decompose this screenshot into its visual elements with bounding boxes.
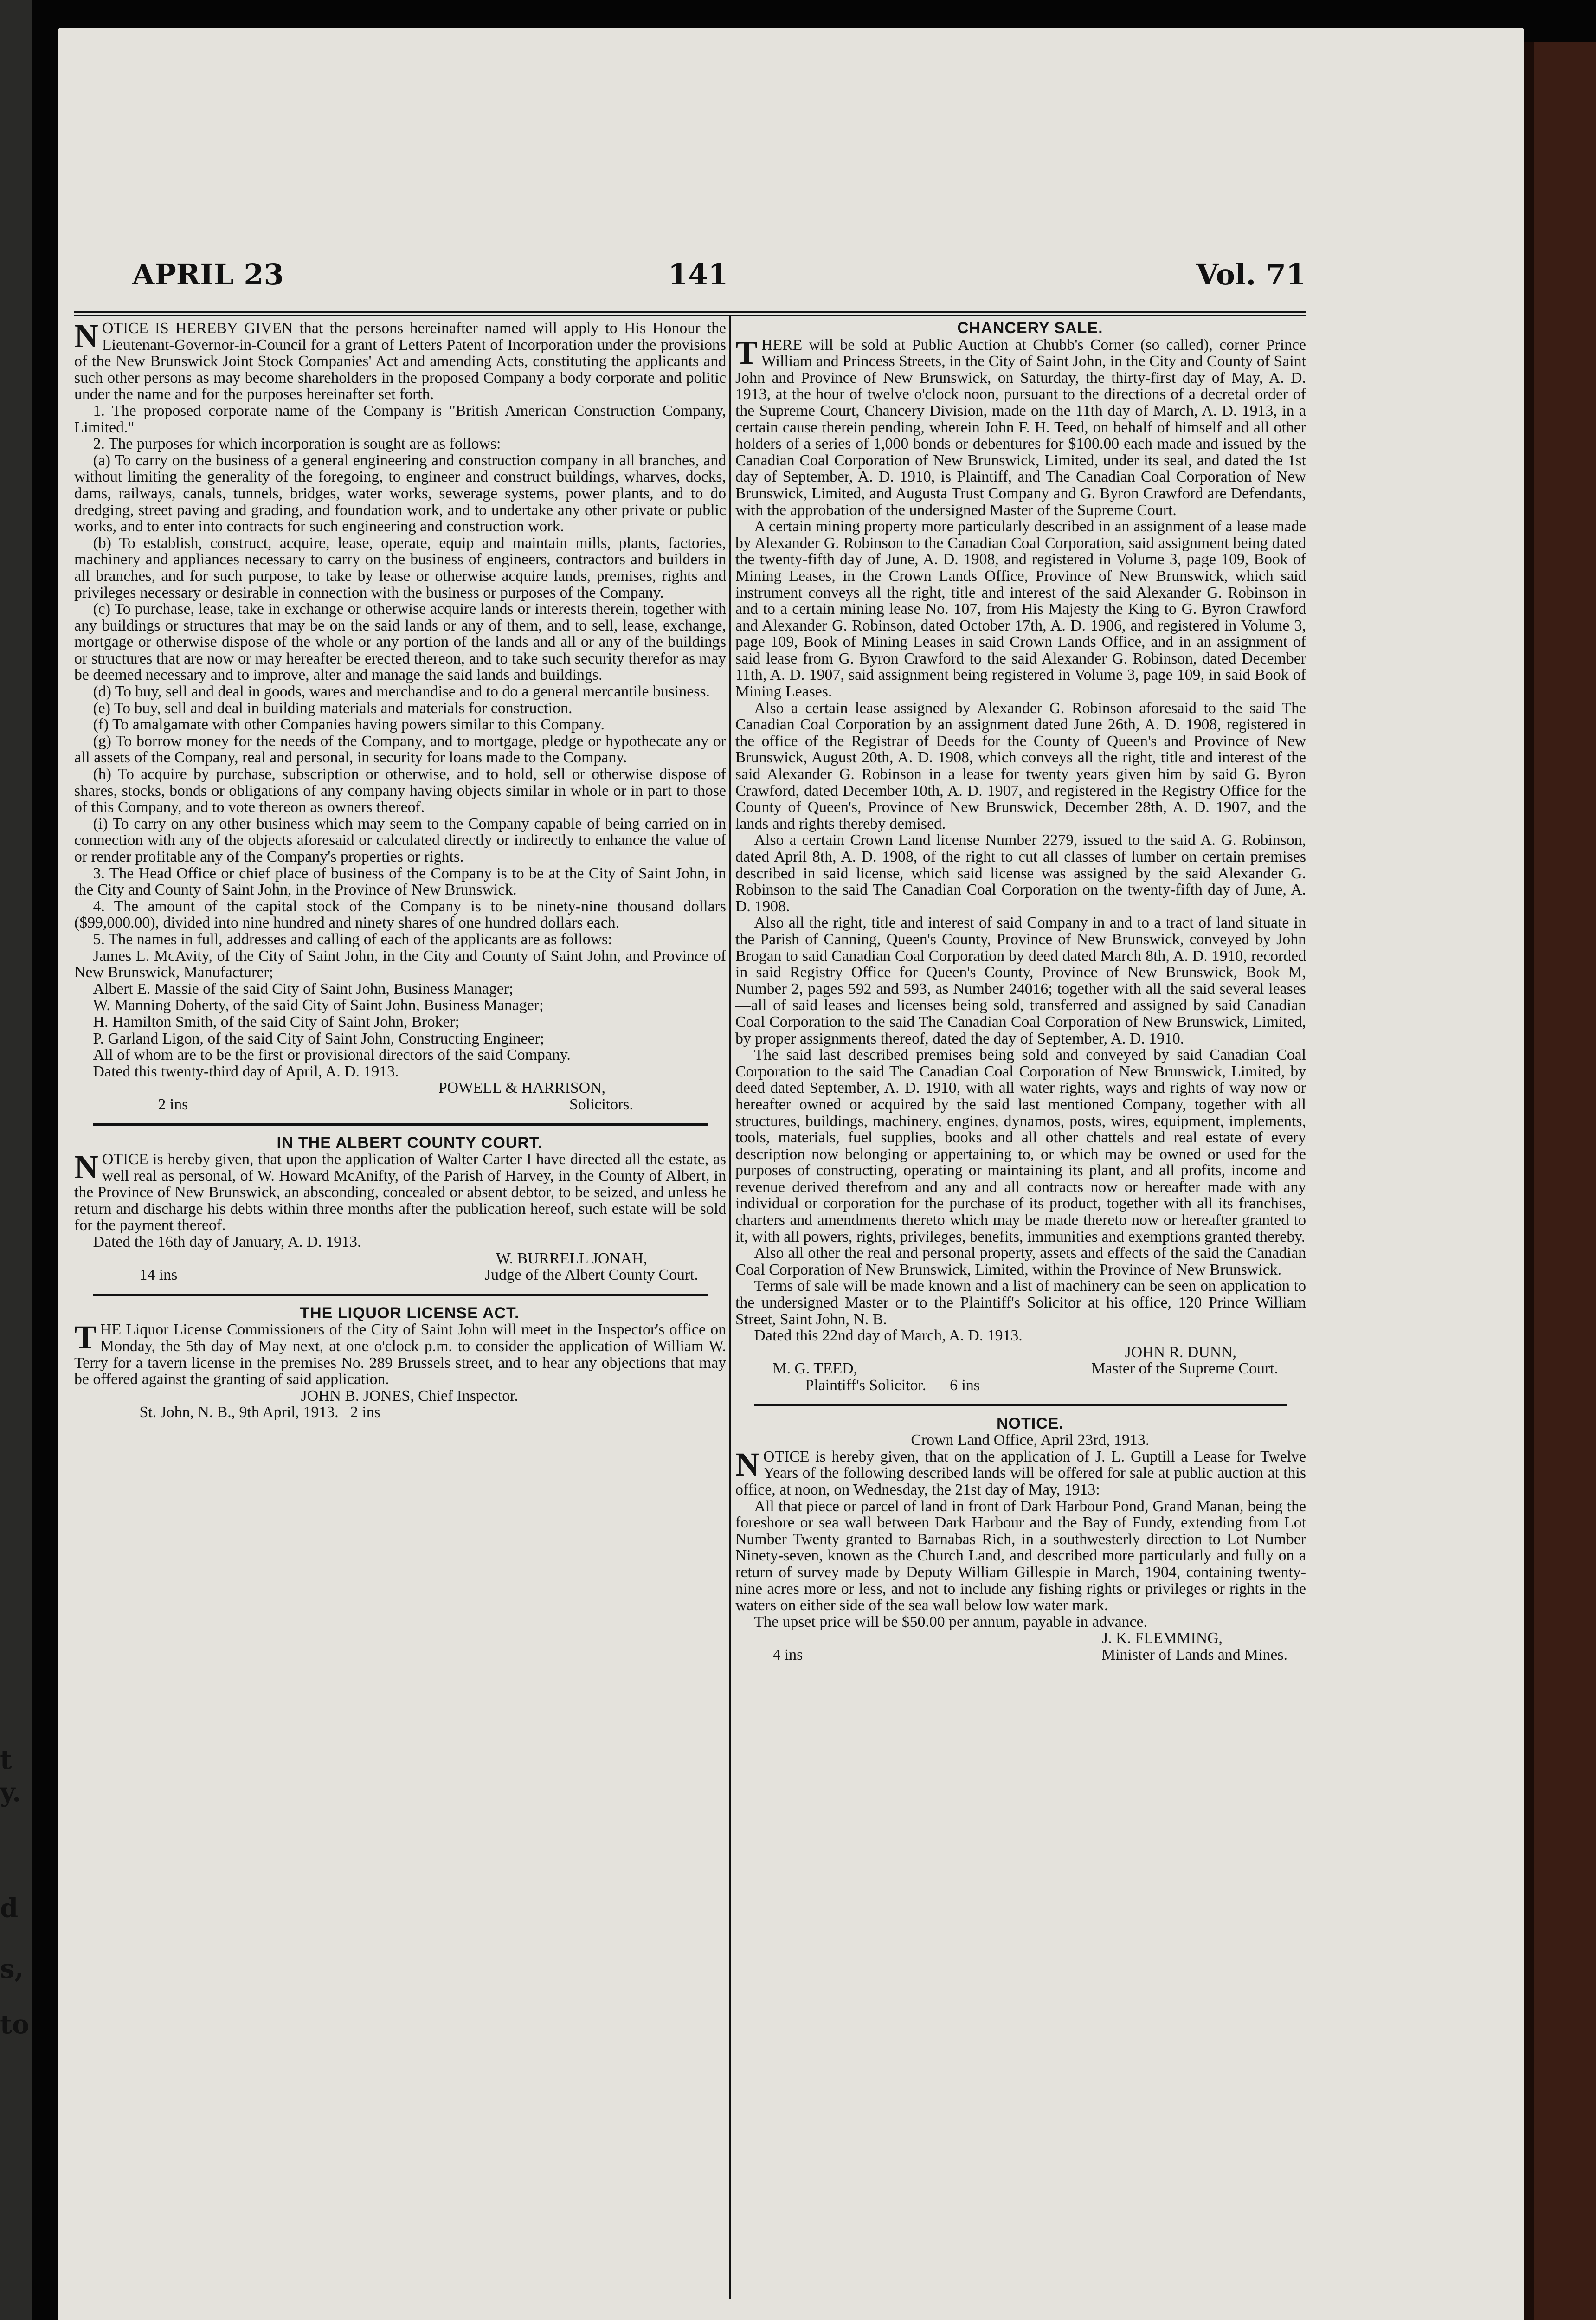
- signature: W. BURRELL JONAH,: [496, 1250, 647, 1267]
- notice-paragraph: Terms of sale will be made known and a list of machinery can be seen on application to the undersigned Master or to the Plaintiff's Solicitor at his office, 120 Prince William Street, Saint John, N. B.: [735, 1277, 1306, 1328]
- edge-fragment: t: [0, 1745, 12, 1775]
- volume-number: Vol. 71: [1196, 258, 1306, 291]
- notice-lead: OTICE IS HEREBY GIVEN that the persons hereinafter named will apply to His Honour the Lieutenant-Governor-in-Council for a grant of Letters Patent of Incorporation under the provisions of the New Brunswick Joint Stock Companies' Act and amending Acts, constituting the applicants and such other persons as may become shareholders in the proposed Company a body corporate and politic under the name and for the purposes hereinafter set forth.: [74, 320, 726, 403]
- notice-paragraph: Dated this 22nd day of March, A. D. 1913.: [754, 1327, 1023, 1345]
- left-column: [74, 317, 726, 1421]
- signature: J. K. FLEMMING,: [1101, 1630, 1223, 1647]
- notice-body: OTICE is hereby given, that upon the application of Walter Carter I have directed all the estate, as well real as personal, of W. Howard McAnifty, of the Parish of Harvey, in the County of Albert, in the Province of New Brunswick, an absconding, concealed or absent debtor, to be seized, and unless he return and discharge his debts within three months after the publication hereof, such estate will be sold for the payment thereof.: [74, 1151, 726, 1234]
- notice-paragraph: Also a certain lease assigned by Alexander G. Robinson aforesaid to the said The Canadian Coal Corporation by an assignment dated June 26th, A. D. 1908, registered in the office of the Registrar of Deeds for the County of Queen's and Province of New Brunswick, August 20th, A. D. 1908, which conveys all the right, title and interest of the said Alexander G. Robinson in a lease for twenty years given him by said G. Byron Crawford, dated December 10th, A. D. 1907, and registered in the Registry Office for the County of Queen's, Province of New Brunswick, December 28th, A. D. 1907, and the lands and rights thereby demised.: [735, 699, 1306, 832]
- place-date: St. John, N. B., 9th April, 1913.: [139, 1404, 339, 1421]
- notice-paragraph: 3. The Head Office or chief place of business of the Company is to be at the City of Saint John, in the City and County of Saint John, in the Province of New Brunswick.: [74, 864, 726, 899]
- drop-cap: N: [74, 317, 98, 354]
- notice-paragraph: (d) To buy, sell and deal in goods, wares and merchandise and to do a general mercantile business.: [93, 683, 710, 701]
- notice-lead: HERE will be sold at Public Auction at Chubb's Corner (so called), corner Prince William and Princess Streets, in the City of Saint John, in the City and County of Saint John and Province of New Brunswick, on Saturday, the thirty-first day of May, A. D. 1913, at the hour of twelve o'clock noon, pursuant to the directions of a decretal order of the Supreme Court, Chancery Division, made on the 11th day of March, A. D. 1913, in a certain cause therein pending, wherein John F. H. Teed, on behalf of himself and all other holders of a series of 1,000 bonds or debentures for $100.00 each made and issued by the Canadian Coal Corporation of New Brunswick, Limited, under its seal, and dated the 1st day of September, A. D. 1910, is Plaintiff, and The Canadian Coal Corporation of New Brunswick, Limited, and Augusta Trust Company and G. Byron Crawford are Defendants, with the approbation of the undersigned Master of the Supreme Court.: [735, 336, 1306, 519]
- header-date: APRIL 23: [132, 258, 284, 291]
- drop-cap: T: [74, 1319, 97, 1356]
- column-divider: [729, 316, 731, 2299]
- signature: JOHN B. JONES, Chief Inspector.: [301, 1387, 518, 1405]
- notice-paragraph: Also all the right, title and interest of said Company in and to a tract of land situate in the Parish of Canning, Queen's County, Province of New Brunswick, conveyed by John Brogan to said Canadian Coal Corporation by deed dated March 8th, A. D. 1910, recorded in said Registry Office for Queen's County, Province of New Brunswick, Book M, Number 2, pages 592 and 593, as Number 24016; together with all the said several leases—all of said leases and licenses being sold, transferred and assigned by said Canadian Coal Corporation to the said The Canadian Coal Corporation of New Brunswick, Limited, by proper assignments thereof, dated the day of September, A. D. 1910.: [735, 914, 1306, 1047]
- notice-paragraph: All that piece or parcel of land in front of Dark Harbour Pond, Grand Manan, being the foreshore or sea wall between Dark Harbour and the Bay of Fundy, extending from Lot Number Twenty granted to Barnabas Rich, in a southwesterly direction to Lot Number Ninety-seven, known as the Church Land, and described more particularly and fully on a return of survey made by Deputy William Gillespie in March, 1904, containing twenty-nine acres more or less, and not to include any fishing rights or privileges or rights in the waters on either side of the sea wall below low water mark.: [735, 1497, 1306, 1614]
- notice-paragraph: P. Garland Ligon, of the said City of Saint John, Constructing Engineer;: [93, 1030, 545, 1047]
- signature-role: Solicitors.: [569, 1096, 633, 1113]
- notice-paragraph: H. Hamilton Smith, of the said City of Saint John, Broker;: [93, 1013, 460, 1031]
- notice-paragraph: (b) To establish, construct, acquire, lease, operate, equip and maintain mills, plants, factories, machinery and appliances necessary to carry on the business of engineers, contractors and builders in all branches, and for such purpose, to take by lease or otherwise acquire lands, premises, rights and privileges necessary or desirable in connection with the business or purposes of the Company.: [74, 534, 726, 601]
- notice-paragraph: (i) To carry on any other business which may seem to the Company capable of being carried on in connection with any of the objects aforesaid or calculated directly or indirectly to enhance the value of or render profitable any of the Company's properties or rights.: [74, 815, 726, 865]
- notice-paragraph: (a) To carry on the business of a general engineering and construction company in all branches, and without limiting the generality of the foregoing, to engineer and construct buildings, wharves, docks, dams, railways, canals, tunnels, bridges, water works, sewerage systems, power plants, and to do dredging, street paving and grading, and foundation work, and to undertake any other private or public works, and to enter into contracts for such engineering and construction work.: [74, 451, 726, 535]
- notice-body: HE Liquor License Commissioners of the City of Saint John will meet in the Inspector's office on Monday, the 5th day of May next, at one o'clock p.m. to consider the application of William W. Terry for a tavern license in the premises No. 289 Brussels street, and to hear any objections that may be offered against the granting of said application.: [74, 1321, 726, 1388]
- notice-separator: [93, 1294, 708, 1296]
- liquor-license-notice: [74, 1305, 726, 1421]
- drop-cap: N: [74, 1148, 98, 1186]
- insertion-count: 14 ins: [139, 1266, 178, 1284]
- notice-heading: IN THE ALBERT COUNTY COURT.: [277, 1134, 543, 1152]
- binding-shadow: [1524, 42, 1534, 2320]
- albert-county-notice: [74, 1135, 726, 1283]
- insertion-count: 2 ins: [350, 1404, 380, 1421]
- edge-fragment: d: [0, 1893, 19, 1924]
- notice-paragraph: A certain mining property more particularly described in an assignment of a lease made by Alexander G. Robinson to the Canadian Coal Corporation, said assignment being dated the twenty-fifth day of June, A. D. 1908, and registered in Volume 3, page 109, Book of Mining Leases, in the Crown Lands Office, Province of New Brunswick, which said instrument conveys all the right, title and interest of the said Alexander G. Robinson in and to a certain mining lease No. 107, from His Majesty the King to G. Byron Crawford and Alexander G. Robinson, dated October 17th, A. D. 1906, and registered in Volume 3, page 109, Book of Mining Leases in said Crown Lands Office, and in an assignment of said lease from G. Byron Crawford to the said Alexander G. Robinson, dated December 11th, A. D. 1907, said assignment being registered in Volume 3, page 109, in said Book of Mining Leases.: [735, 518, 1306, 701]
- incorporation-notice: [74, 317, 726, 1113]
- drop-cap: T: [735, 334, 758, 371]
- page-header: [72, 258, 1306, 299]
- notice-paragraph: The upset price will be $50.00 per annum, payable in advance.: [754, 1613, 1147, 1630]
- signature-role: Minister of Lands and Mines.: [1101, 1646, 1287, 1663]
- edge-fragment: y.: [0, 1777, 21, 1808]
- signature: POWELL & HARRISON,: [438, 1079, 605, 1097]
- insertion-count: 6 ins: [950, 1377, 980, 1394]
- notice-paragraph: Also all other the real and personal property, assets and effects of the said the Canadian Coal Corporation of New Brunswick, Limited, within the Province of New Brunswick.: [735, 1244, 1306, 1278]
- notice-paragraph: 2. The purposes for which incorporation is sought are as follows:: [93, 435, 501, 453]
- notice-separator: [754, 1404, 1287, 1406]
- notice-paragraph: Dated this twenty-third day of April, A. D. 1913.: [93, 1063, 399, 1080]
- notice-office-date: Crown Land Office, April 23rd, 1913.: [911, 1431, 1150, 1449]
- signature-role: Judge of the Albert County Court.: [485, 1266, 698, 1284]
- book-binding: [1524, 42, 1596, 2320]
- insertion-count: 2 ins: [158, 1096, 188, 1113]
- right-column: [735, 320, 1306, 1663]
- notice-paragraph: 4. The amount of the capital stock of the Company is to be ninety-nine thousand dollars ($99,000.00), divided into nine hundred and ninety shares of one hundred dollars each.: [74, 897, 726, 932]
- notice-paragraph: 1. The proposed corporate name of the Company is "British American Construction Company, Limited.": [74, 402, 726, 436]
- chancery-sale-notice: [735, 320, 1306, 1394]
- notice-paragraph: (h) To acquire by purchase, subscription or otherwise, and to hold, sell or otherwise dispose of shares, stocks, bonds or obligations of any company having objects similar in whole or in part to those of this Company, and to vote thereon as owners thereof.: [74, 766, 726, 816]
- header-rule-thin: [74, 315, 1306, 316]
- notice-heading: THE LIQUOR LICENSE ACT.: [300, 1304, 520, 1322]
- header-rule: [74, 311, 1306, 313]
- notice-separator: [93, 1123, 708, 1126]
- notice-paragraph: (f) To amalgamate with other Companies having powers similar to this Company.: [93, 716, 605, 734]
- crown-land-notice: [735, 1416, 1306, 1663]
- notice-paragraph: The said last described premises being sold and conveyed by said Canadian Coal Corporation to the said The Canadian Coal Corporation of New Brunswick, Limited, by deed dated September, A. D. 1910, with all water rights, ways and rights of way now or hereafter owned or acquired by the said last mentioned Company, together with all structures, buildings, machinery, engines, dynamos, posts, wires, equipment, implements, tools, materials, fuel supplies, books and all other chattels and real estate of every description now belonging or appertaining to, or which may be owned or used for the purposes of constructing, operating or maintaining its plant, and all profits, income and revenue derived therefrom and any and all contracts now or hereafter made with any individual or corporation for the purchase of its product, together with all its franchises, charters and amendments thereto which may be made thereto now or hereafter granted to it, with all powers, rights, privileges, benefits, immunities and exemptions granted thereby.: [735, 1046, 1306, 1245]
- notice-paragraph: (c) To purchase, lease, take in exchange or otherwise acquire lands or interests therein, together with any buildings or structures that may be on the said lands or any of them, and to sell, lease, exchange, mortgage or otherwise dispose of the whole or any portion of the lands and all or any of the buildings or structures that are now or may hereafter be erected thereon, and to take such security therefor as may be deemed necessary and to improve, alter and manage the said lands and buildings.: [74, 600, 726, 684]
- notice-heading: CHANCERY SALE.: [957, 319, 1103, 337]
- solicitor-role: Plaintiff's Solicitor.: [805, 1377, 927, 1394]
- edge-fragment: to: [0, 2009, 30, 2040]
- edge-fragment: s,: [0, 1953, 24, 1984]
- notice-paragraph: (e) To buy, sell and deal in building materials and materials for construction.: [93, 699, 573, 717]
- notice-paragraph: All of whom are to be the first or provisional directors of the said Company.: [93, 1046, 571, 1064]
- insertion-count: 4 ins: [772, 1646, 803, 1663]
- notice-body: OTICE is hereby given, that on the application of J. L. Guptill a Lease for Twelve Years of the following described lands will be offered for sale at public auction at this office, at noon, on Wednesday, the 21st day of May, 1913:: [735, 1448, 1306, 1498]
- signature-role: Master of the Supreme Court.: [1091, 1360, 1278, 1378]
- notice-paragraph: Albert E. Massie of the said City of Saint John, Business Manager;: [93, 980, 514, 998]
- notice-date: Dated the 16th day of January, A. D. 1913.: [93, 1233, 361, 1251]
- notice-heading: NOTICE.: [996, 1414, 1064, 1432]
- notice-paragraph: James L. McAvity, of the City of Saint John, in the City and County of Saint John, and Province of New Brunswick, Manufacturer;: [74, 947, 726, 981]
- notice-paragraph: 5. The names in full, addresses and calling of each of the applicants are as follows:: [93, 930, 612, 948]
- notice-paragraph: W. Manning Doherty, of the said City of Saint John, Business Manager;: [93, 997, 544, 1014]
- solicitor-name: M. G. TEED,: [772, 1360, 857, 1378]
- page-number: 141: [668, 258, 728, 291]
- drop-cap: N: [735, 1445, 759, 1483]
- signature: JOHN R. DUNN,: [1125, 1343, 1236, 1361]
- notice-paragraph: (g) To borrow money for the needs of the Company, and to mortgage, pledge or hypothecate any or all assets of the Company, real and personal, in security for loans made to the Company.: [74, 732, 726, 767]
- notice-paragraph: Also a certain Crown Land license Number 2279, issued to the said A. G. Robinson, dated April 8th, A. D. 1908, of the right to cut all classes of lumber on certain premises described in said license, which said license was assigned by the said Alexander G. Robinson to the said The Canadian Coal Corporation on the twenty-fifth day of June, A. D. 1908.: [735, 831, 1306, 915]
